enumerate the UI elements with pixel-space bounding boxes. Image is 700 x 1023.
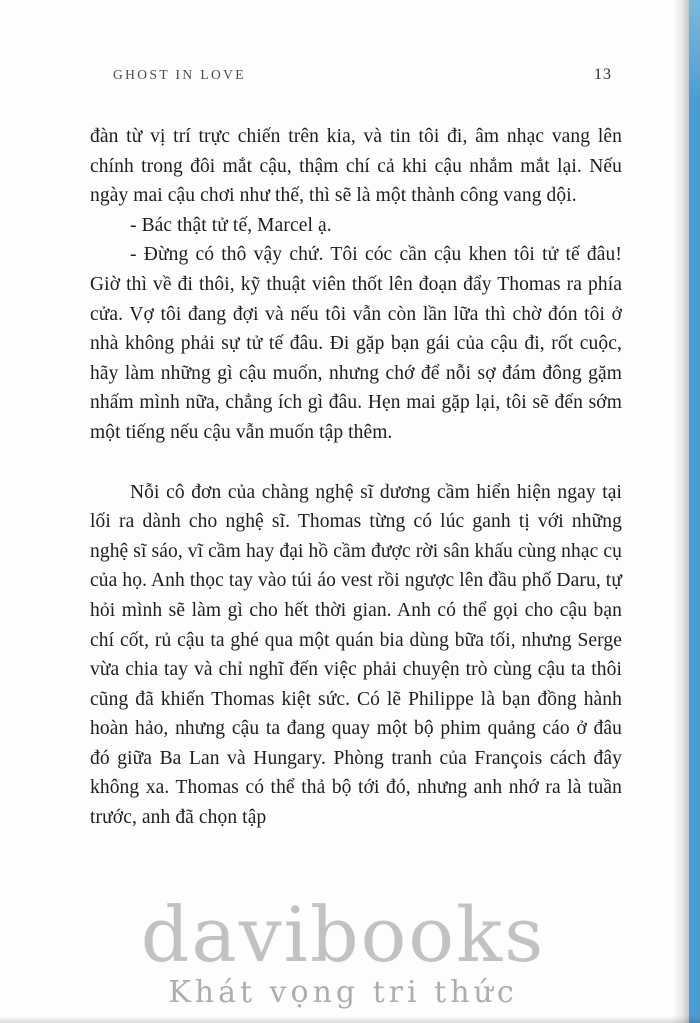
paragraph-dialogue-1: - Bác thật tử tế, Marcel ạ. xyxy=(130,214,332,236)
page-bottom-shadow xyxy=(0,1016,700,1023)
page-number: 13 xyxy=(594,66,612,83)
watermark xyxy=(0,890,686,1010)
watermark-brand: davibooks xyxy=(140,890,546,979)
watermark-slogan: Khát vọng tri thức xyxy=(168,975,518,1010)
paragraph-dialogue-2: - Đừng có thô vậy chứ. Tôi cóc cần cậu khen tôi tử tế đâu! Giờ thì về đi thôi, kỹ thuật viên thốt lên đoạn đẩy Thomas ra phía cửa. Vợ tôi đang đợi và nếu tôi vẫn còn lần lữa thì chờ đón tôi ở nhà không phải sự tử tế đâu. Đi gặp bạn gái của cậu đi, rốt cuộc, hãy làm những gì cậu muốn, nhưng chớ để nỗi sợ đám đông gặm nhấm mình nữa, chẳng ích gì đâu. Hẹn mai gặp lại, tôi sẽ đến sớm một tiếng nếu cậu vẫn muốn tập thêm. xyxy=(90,244,622,443)
paragraph-narrative: Nỗi cô đơn của chàng nghệ sĩ dương cầm hiển hiện ngay tại lối ra dành cho nghệ sĩ. Thomas từng có lúc ganh tị với những nghệ sĩ sáo, vĩ cầm hay đại hồ cầm được rời sân khấu cùng nhạc cụ của họ. Anh thọc tay vào túi áo vest rồi ngược lên đầu phố Daru, tự hỏi mình sẽ làm gì cho hết thời gian. Anh có thể gọi cho cậu bạn chí cốt, rủ cậu ta ghé qua một quán bia dùng bữa tối, nhưng Serge vừa chia tay và chỉ nghĩ đến việc phải chuyện trò cùng cậu ta thôi cũng đã khiến Thomas kiệt sức. Có lẽ Philippe là bạn đồng hành hoàn hảo, nhưng cậu ta đang quay một bộ phim quảng cáo ở đâu đó giữa Ba Lan và Hungary. Phòng tranh của François cách đây không xa. Thomas có thể thả bộ tới đó, nhưng anh nhớ ra là tuần trước, anh đã chọn tập xyxy=(90,481,622,829)
page-edge-shadow xyxy=(673,0,689,1023)
page-body xyxy=(90,122,622,833)
running-head-title: GHOST IN LOVE xyxy=(113,67,246,82)
book-cover-edge-strip xyxy=(689,0,700,1023)
page-header xyxy=(113,66,612,84)
paragraph-continuation: đàn từ vị trí trực chiến trên kia, và tin tôi đi, âm nhạc vang lên chính trong đôi mắt cậu, thậm chí cả khi cậu nhắm mắt lại. Nếu ngày mai cậu chơi như thế, thì sẽ là một thành công vang dội. xyxy=(90,126,622,207)
